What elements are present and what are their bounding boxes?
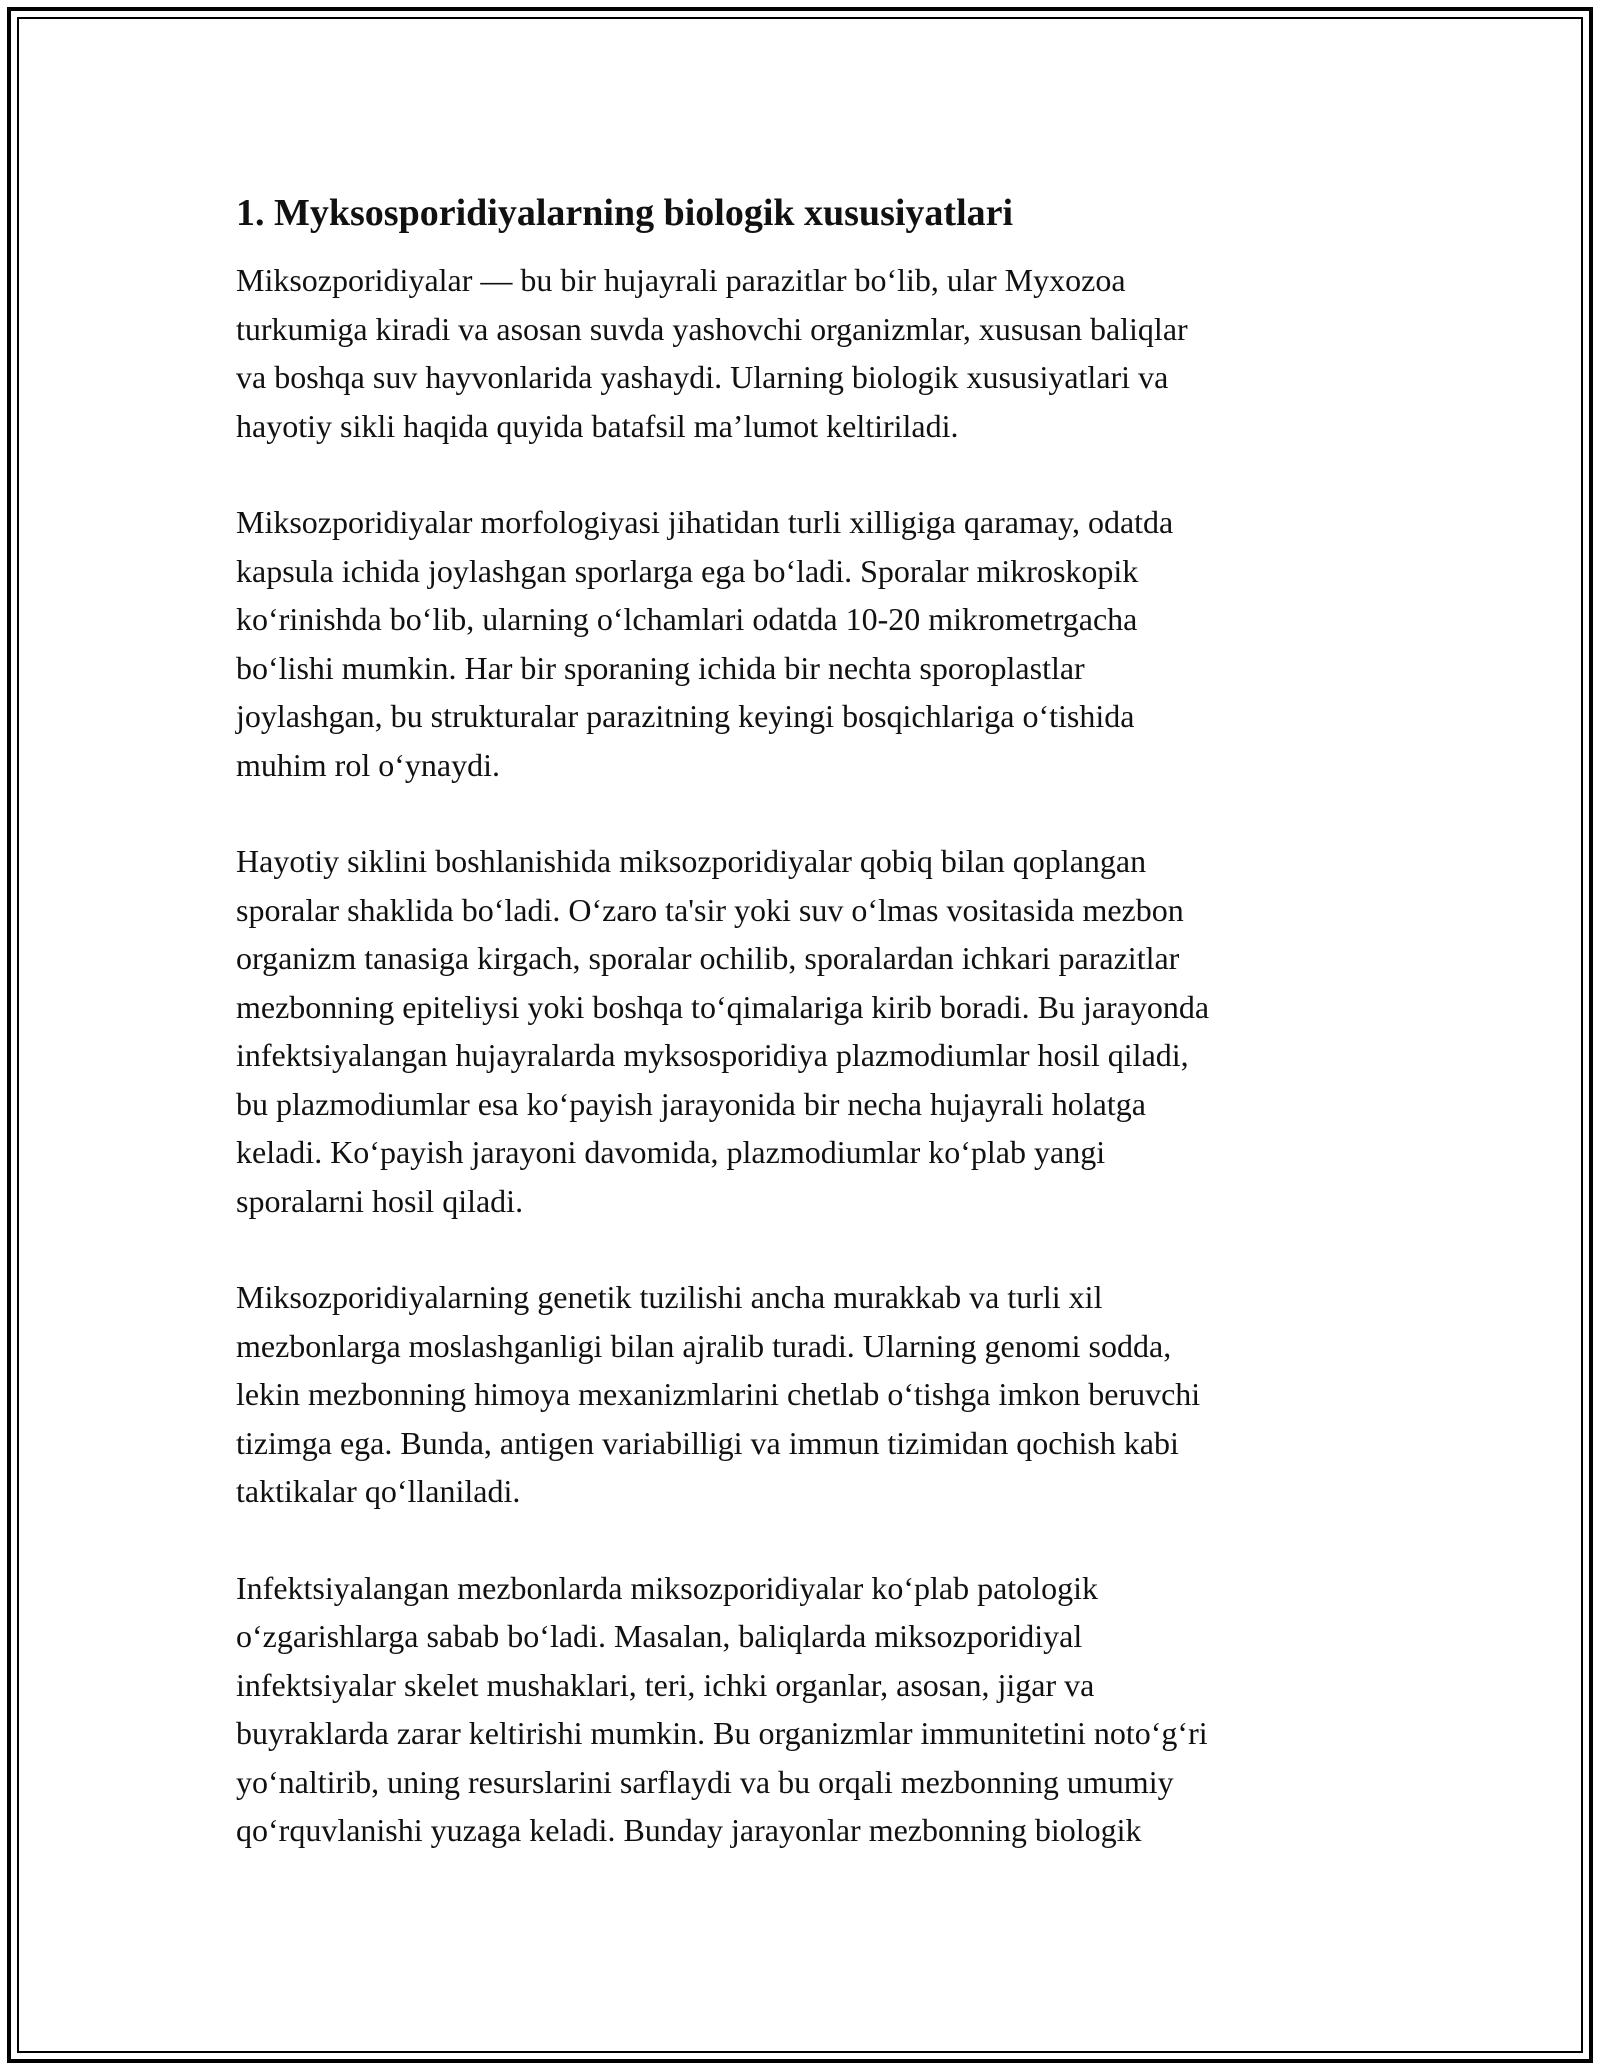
paragraph-morphology: Miksozporidiyalar morfologiyasi jihatidan turli xilligiga qaramay, odatda kapsula ichida joylashgan sporlarga ega bo‘ladi. Sporalar mikroskopik ko‘rinishda bo‘lib, ularning o‘lchamlari odatda 10-20 mikrometrgacha bo‘lishi mumkin. Har bir sporaning ichida bir nechta sporoplastlar joylashgan, bu strukturalar parazitning keyingi bosqichlariga o‘tishida muhim rol o‘ynaydi. [236, 504, 1174, 783]
document-body [236, 188, 1364, 1903]
section-heading: 1. Myksosporidiyalarning biologik xususiyatlari [236, 192, 1014, 234]
paragraph-life-cycle: Hayotiy siklini boshlanishida miksozporidiyalar qobiq bilan qoplangan sporalar shaklida bo‘ladi. O‘zaro ta'sir yoki suv o‘lmas vositasida mezbon organizm tanasiga kirgach, sporalar ochilib, sporalardan ichkari parazitlar mezbonning epiteliysi yoki boshqa to‘qimalariga kirib boradi. Bu jarayonda infektsiyalangan hujayralarda myksosporidiya plazmodiumlar hosil qiladi, bu plazmodiumlar esa ko‘payish jarayonida bir necha hujayrali holatga keladi. Ko‘payish jarayoni davomida, plazmodiumlar ko‘plab yangi sporalarni hosil qiladi. [236, 843, 1210, 1219]
paragraph-intro: Miksozporidiyalar — bu bir hujayrali parazitlar bo‘lib, ular Myxozoa turkumiga kiradi va asosan suvda yashovchi organizmlar, xususan baliqlar va boshqa suv hayvonlarida yashaydi. Ularning biologik xususiyatlari va hayotiy sikli haqida quyida batafsil ma’lumot keltiriladi. [236, 262, 1188, 444]
paragraph-pathology: Infektsiyalangan mezbonlarda miksozporidiyalar ko‘plab patologik o‘zgarishlarga sabab bo‘ladi. Masalan, baliqlarda miksozporidiyal infektsiyalar skelet mushaklari, teri, ichki organlar, asosan, jigar va buyraklarda zarar keltirishi mumkin. Bu organizmlar immunitetini noto‘g‘ri yo‘naltirib, uning resurslarini sarflaydi va bu orqali mezbonning umumiy qo‘rquvlanishi yuzaga keladi. Bunday jarayonlar mezbonning biologik [236, 1569, 1208, 1848]
paragraph-genetics: Miksozporidiyalarning genetik tuzilishi ancha murakkab va turli xil mezbonlarga moslashganligi bilan ajralib turadi. Ularning genomi sodda, lekin mezbonning himoya mexanizmlarini chetlab o‘tishga imkon beruvchi tizimga ega. Bunda, antigen variabilligi va immun tizimidan qochish kabi taktikalar qo‘llaniladi. [236, 1279, 1201, 1509]
